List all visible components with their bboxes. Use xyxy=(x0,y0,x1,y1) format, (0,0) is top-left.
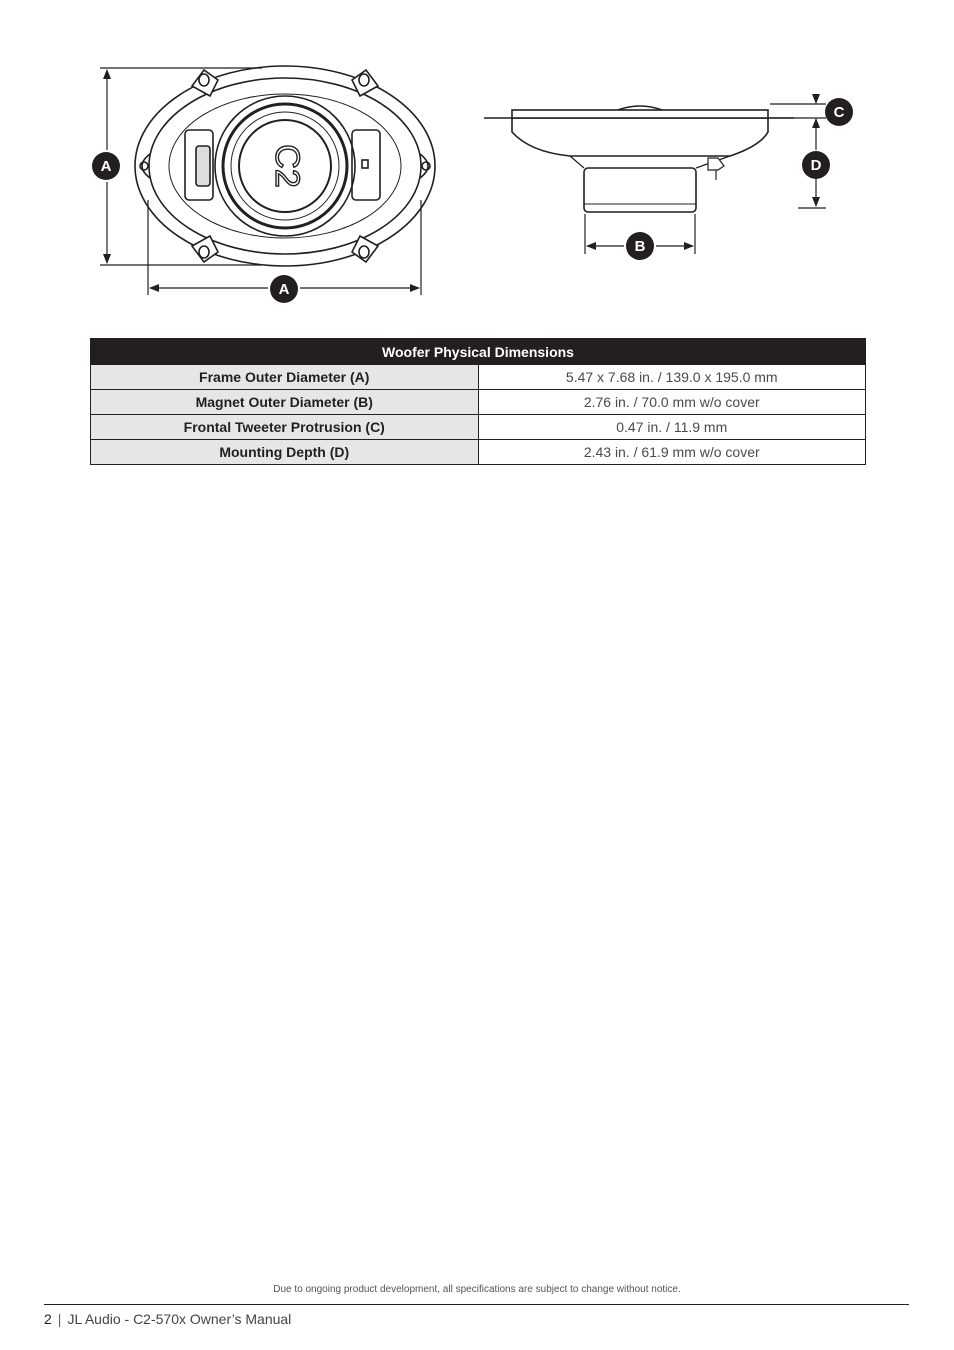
row-label: Frame Outer Diameter (A) xyxy=(91,365,479,390)
front-view-dimension-lines xyxy=(100,68,421,295)
table-row xyxy=(91,365,866,390)
table-header-row xyxy=(91,339,866,365)
callout-d-label: D xyxy=(810,157,822,174)
page-number: 2 xyxy=(44,1311,52,1327)
manual-title: JL Audio - C2-570x Owner’s Manual xyxy=(67,1311,292,1327)
row-value: 2.76 in. / 70.0 mm w/o cover xyxy=(478,390,866,415)
speaker-side-view xyxy=(484,106,794,212)
row-label: Magnet Outer Diameter (B) xyxy=(91,390,479,415)
speaker-dimension-drawing xyxy=(0,0,954,320)
row-label: Frontal Tweeter Protrusion (C) xyxy=(91,415,479,440)
callout-a-width-label: A xyxy=(278,281,290,298)
woofer-dimensions-table xyxy=(90,338,866,465)
row-value: 2.43 in. / 61.9 mm w/o cover xyxy=(478,440,866,465)
callout-a-height-label: A xyxy=(100,158,112,175)
table-row xyxy=(91,390,866,415)
table-row xyxy=(91,415,866,440)
footer-separator: | xyxy=(57,1311,62,1327)
row-value: 5.47 x 7.68 in. / 139.0 x 195.0 mm xyxy=(478,365,866,390)
callout-a-height xyxy=(92,152,120,180)
page-footer xyxy=(44,1311,291,1327)
table-title: Woofer Physical Dimensions xyxy=(91,339,866,365)
row-value: 0.47 in. / 11.9 mm xyxy=(478,415,866,440)
callout-d xyxy=(802,151,830,179)
callout-c xyxy=(825,98,853,126)
callout-b-label: B xyxy=(634,238,646,255)
footer-divider xyxy=(44,1304,909,1305)
table-row xyxy=(91,440,866,465)
row-label: Mounting Depth (D) xyxy=(91,440,479,465)
callout-b xyxy=(626,232,654,260)
callout-c-label: C xyxy=(833,104,845,121)
callout-a-width xyxy=(270,275,298,303)
spec-change-notice: Due to ongoing product development, all specifications are subject to change without notice. xyxy=(273,1284,681,1295)
speaker-logo: C2 xyxy=(268,144,307,188)
